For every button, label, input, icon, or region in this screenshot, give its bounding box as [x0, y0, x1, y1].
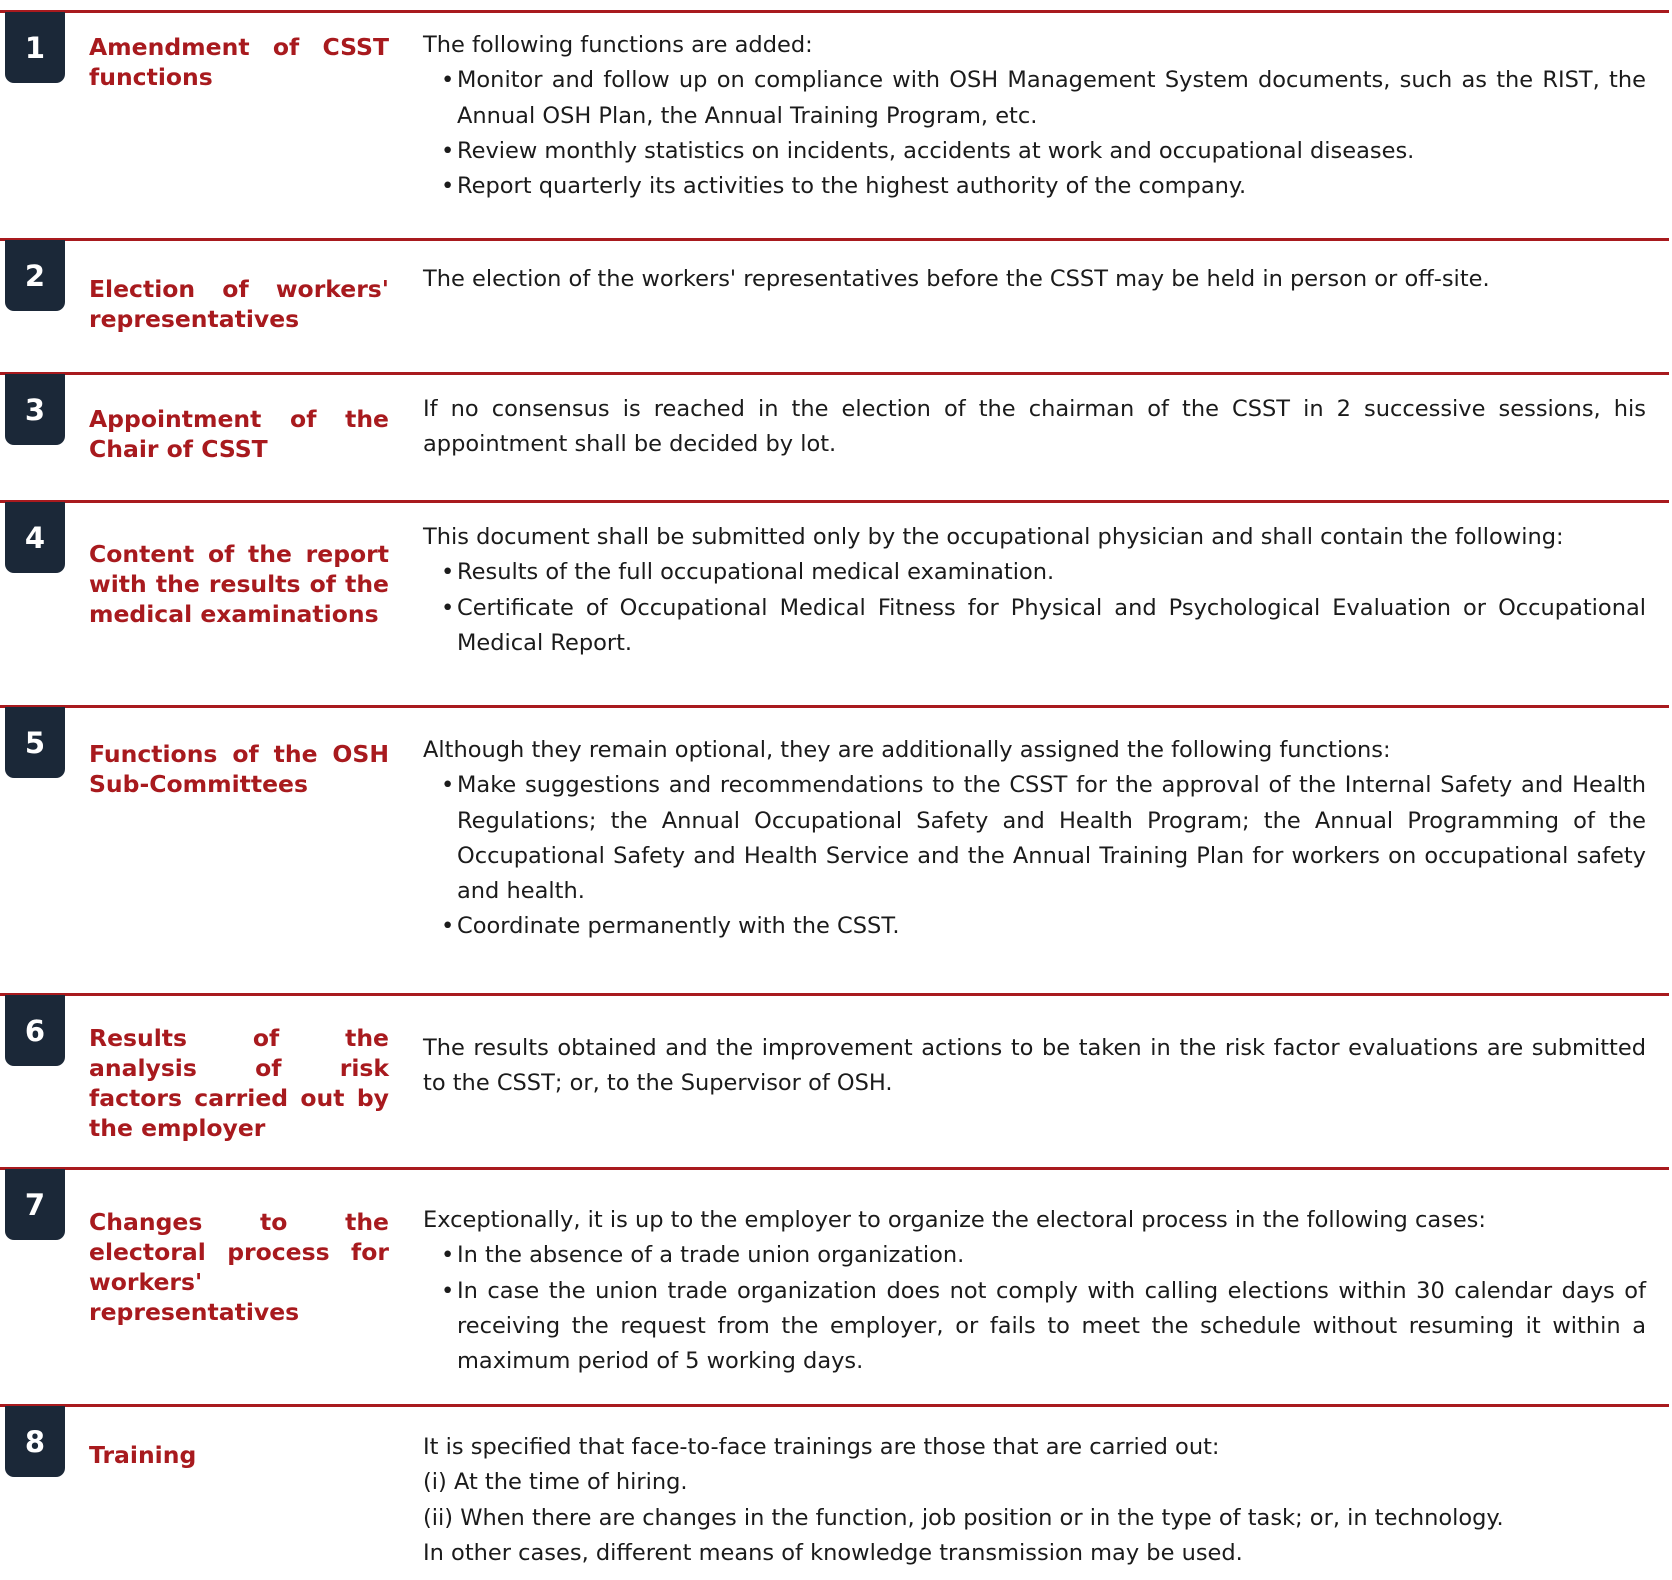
description-intro: Exceptionally, it is up to the employer to organize the electoral process in the following cases:	[423, 1207, 1486, 1233]
row-description	[423, 1031, 1646, 1102]
bullet-list	[423, 768, 1646, 944]
row-divider	[0, 993, 1669, 996]
bullet-item: • Certificate of Occupational Medical Fitness for Physical and Psychological Evaluation or Occupational Medical Report.	[423, 591, 1646, 662]
bullet-item: • In case the union trade organization does not comply with calling elections within 30 calendar days of receiving the request from the employer, or fails to meet the schedule without resuming it within a maximum period of 5 working days.	[423, 1274, 1646, 1380]
description-intro: This document shall be submitted only by the occupational physician and shall contain the following:	[423, 524, 1564, 550]
row-number-badge: 6	[5, 995, 65, 1066]
row-number-badge: 7	[5, 1169, 65, 1240]
row-number-badge: 1	[5, 12, 65, 83]
bullet-item: • Report quarterly its activities to the highest authority of the company.	[423, 169, 1646, 204]
description-intro: Although they remain optional, they are additionally assigned the following functions:	[423, 737, 1391, 763]
bullet-list	[423, 1238, 1646, 1379]
row-title: Election of workers' representatives	[89, 275, 389, 333]
row-number-badge: 5	[5, 707, 65, 778]
description-line: (i) At the time of hiring.	[423, 1469, 688, 1496]
row-title: Training	[89, 1441, 197, 1469]
description-intro: The results obtained and the improvement actions to be taken in the risk factor evaluations are submitted to the CSST; or, to the Supervisor of OSH.	[423, 1035, 1646, 1097]
row-divider	[0, 1167, 1669, 1170]
bullet-item: • Coordinate permanently with the CSST.	[423, 909, 1646, 944]
description-intro: The election of the workers' representatives before the CSST may be held in person or off-site.	[423, 266, 1490, 292]
row-divider	[0, 10, 1669, 13]
row-title: Results of the analysis of risk factors carried out by the employer	[89, 1024, 389, 1142]
row-description	[423, 392, 1646, 463]
row-title: Appointment of the Chair of CSST	[89, 405, 389, 463]
row-number-badge: 4	[5, 502, 65, 573]
row-description	[423, 1430, 1646, 1571]
bullet-item: • Monitor and follow up on compliance with OSH Management System documents, such as the RIST, the Annual OSH Plan, the Annual Training Program, etc.	[423, 63, 1646, 134]
description-intro: It is specified that face-to-face trainings are those that are carried out:	[423, 1434, 1220, 1460]
row-description	[423, 733, 1646, 945]
row-divider	[0, 500, 1669, 503]
row-title: Changes to the electoral process for workers' representatives	[89, 1208, 389, 1326]
row-description	[423, 520, 1646, 661]
row-description	[423, 1203, 1646, 1379]
description-intro: If no consensus is reached in the election of the chairman of the CSST in 2 successive sessions, his appointment shall be decided by lot.	[423, 396, 1646, 458]
bullet-item: • Results of the full occupational medical examination.	[423, 555, 1646, 590]
row-number-badge: 8	[5, 1406, 65, 1477]
row-title: Content of the report with the results of the medical examinations	[89, 540, 389, 628]
bullet-list	[423, 555, 1646, 661]
bullet-item: • Review monthly statistics on incidents, accidents at work and occupational diseases.	[423, 134, 1646, 169]
row-description	[423, 262, 1646, 297]
bullet-list	[423, 63, 1646, 204]
description-line: (ii) When there are changes in the function, job position or in the type of task; or, in technology.	[423, 1504, 1504, 1531]
row-number-badge: 2	[5, 240, 65, 311]
row-number-badge: 3	[5, 374, 65, 445]
row-divider	[0, 238, 1669, 241]
row-title: Functions of the OSH Sub-Committees	[89, 740, 389, 798]
row-title: Amendment of CSST functions	[89, 33, 389, 91]
row-divider	[0, 372, 1669, 375]
row-divider	[0, 1404, 1669, 1407]
description-line: In other cases, different means of knowledge transmission may be used.	[423, 1539, 1243, 1566]
row-description	[423, 28, 1646, 204]
row-divider	[0, 705, 1669, 708]
bullet-item: • In the absence of a trade union organization.	[423, 1238, 1646, 1273]
description-intro: The following functions are added:	[423, 32, 813, 58]
bullet-item: • Make suggestions and recommendations to the CSST for the approval of the Internal Safety and Health Regulations; the Annual Occupational Safety and Health Program; the Annual Programming of the Occupational Safety and Health Service and the Annual Training Plan for workers on occupational safety and health.	[423, 768, 1646, 909]
